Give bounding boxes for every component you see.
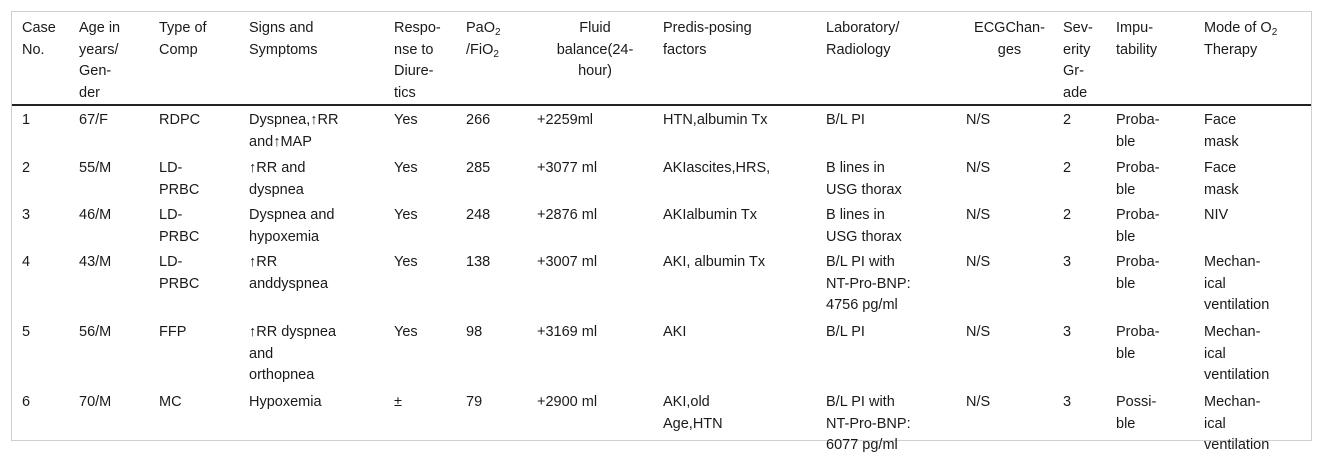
table-row <box>12 318 1311 388</box>
header-age: Age in years/ Gen- der <box>69 12 149 105</box>
cell-pao2: 98 <box>466 324 483 340</box>
cell-response: Yes <box>394 207 418 223</box>
table-row <box>12 105 1311 154</box>
cell-ecg: N/S <box>966 207 991 223</box>
header-signs: Signs and Symptoms <box>239 12 384 105</box>
cell-fluid: +2259ml <box>537 112 594 128</box>
cell-pao2: 79 <box>466 394 483 410</box>
cell-predis: AKIascites,HRS, <box>663 160 771 176</box>
cell-imputability: Proba- ble <box>1116 207 1160 245</box>
header-predis: Predis-posing factors <box>653 12 816 105</box>
header-severity: Sev- erity Gr- ade <box>1053 12 1106 105</box>
cell-ecg: N/S <box>966 112 991 128</box>
cell-imputability: Proba- ble <box>1116 254 1160 292</box>
cell-response: Yes <box>394 160 418 176</box>
header-case: Case No. <box>12 12 69 105</box>
cell-age: 70/M <box>79 394 112 410</box>
cell-predis: HTN,albumin Tx <box>663 112 768 128</box>
cell-case: 6 <box>22 394 31 410</box>
table-container <box>11 11 1312 453</box>
header-type: Type of Comp <box>149 12 239 105</box>
cell-type: RDPC <box>159 112 201 128</box>
cell-ecg: N/S <box>966 254 991 270</box>
cell-severity: 2 <box>1063 207 1072 223</box>
cell-severity: 3 <box>1063 394 1072 410</box>
cell-ecg: N/S <box>966 160 991 176</box>
cell-type: FFP <box>159 324 187 340</box>
cell-pao2: 266 <box>466 112 491 128</box>
cell-severity: 2 <box>1063 112 1072 128</box>
cell-severity: 3 <box>1063 324 1072 340</box>
cell-lab: B lines in USG thorax <box>826 207 902 245</box>
cell-signs: ↑RR dyspnea and orthopnea <box>249 324 337 383</box>
cell-case: 3 <box>22 207 31 223</box>
cell-ecg: N/S <box>966 394 991 410</box>
cell-fluid: +3007 ml <box>537 254 598 270</box>
table-row <box>12 248 1311 318</box>
cell-predis: AKI, albumin Tx <box>663 254 766 270</box>
cell-mode: NIV <box>1204 207 1229 223</box>
table-row <box>12 154 1311 201</box>
cell-mode: Face mask <box>1204 160 1239 198</box>
cell-mode: Face mask <box>1204 112 1239 150</box>
header-response: Respo- nse to Diure- tics <box>384 12 456 105</box>
cell-signs: ↑RR anddyspnea <box>249 254 329 292</box>
cell-response: Yes <box>394 254 418 270</box>
cell-signs: Hypoxemia <box>249 394 322 410</box>
cell-mode: Mechan- ical ventilation <box>1204 254 1270 313</box>
header-imputability: Impu- tability <box>1106 12 1194 105</box>
cell-age: 56/M <box>79 324 112 340</box>
cell-severity: 3 <box>1063 254 1072 270</box>
cell-case: 1 <box>22 112 31 128</box>
cell-imputability: Proba- ble <box>1116 324 1160 362</box>
cell-imputability: Proba- ble <box>1116 112 1160 150</box>
cell-age: 55/M <box>79 160 112 176</box>
header-lab: Laboratory/ Radiology <box>816 12 956 105</box>
cell-fluid: +3077 ml <box>537 160 598 176</box>
cell-imputability: Proba- ble <box>1116 160 1160 198</box>
table-row <box>12 388 1311 457</box>
cell-response: Yes <box>394 112 418 128</box>
cell-type: LD- PRBC <box>159 254 200 292</box>
cell-predis: AKIalbumin Tx <box>663 207 758 223</box>
cell-type: LD- PRBC <box>159 207 200 245</box>
cell-predis: AKI <box>663 324 687 340</box>
cell-ecg: N/S <box>966 324 991 340</box>
cell-lab: B/L PI <box>826 324 865 340</box>
cell-pao2: 138 <box>466 254 491 270</box>
cell-age: 67/F <box>79 112 109 128</box>
cell-mode: Mechan- ical ventilation <box>1204 324 1270 383</box>
cell-type: MC <box>159 394 182 410</box>
cell-pao2: 248 <box>466 207 491 223</box>
cell-signs: Dyspnea,↑RR and↑MAP <box>249 112 339 150</box>
cell-signs: Dyspnea and hypoxemia <box>249 207 335 245</box>
header-mode: Mode of $O_2$ Therapy <box>1194 12 1311 105</box>
cell-case: 5 <box>22 324 31 340</box>
cell-severity: 2 <box>1063 160 1072 176</box>
cell-case: 4 <box>22 254 31 270</box>
cell-response: Yes <box>394 324 418 340</box>
cell-imputability: Possi- ble <box>1116 394 1157 432</box>
cell-lab: B/L PI with NT-Pro-BNP: 4756 pg/ml <box>826 254 911 313</box>
cell-age: 46/M <box>79 207 112 223</box>
cell-fluid: +2876 ml <box>537 207 598 223</box>
cell-lab: B/L PI <box>826 112 865 128</box>
table-row <box>12 201 1311 248</box>
cell-lab: B/L PI with NT-Pro-BNP: 6077 pg/ml <box>826 394 911 453</box>
header-pao2: PaO$_2$ /FiO$_2$ <box>456 12 527 105</box>
cell-case: 2 <box>22 160 31 176</box>
cell-fluid: +3169 ml <box>537 324 598 340</box>
cell-mode: Mechan- ical ventilation <box>1204 394 1270 453</box>
adverse-events-table <box>12 12 1311 457</box>
header-ecg: ECGChan- ges <box>956 12 1053 105</box>
header-row <box>12 12 1311 105</box>
cell-pao2: 285 <box>466 160 491 176</box>
cell-signs: ↑RR and dyspnea <box>249 160 306 198</box>
cell-type: LD- PRBC <box>159 160 200 198</box>
cell-fluid: +2900 ml <box>537 394 598 410</box>
header-fluid: Fluid balance(24- hour) <box>527 12 653 105</box>
cell-lab: B lines in USG thorax <box>826 160 902 198</box>
cell-response: ± <box>394 394 402 410</box>
cell-age: 43/M <box>79 254 112 270</box>
cell-predis: AKI,old Age,HTN <box>663 394 723 432</box>
